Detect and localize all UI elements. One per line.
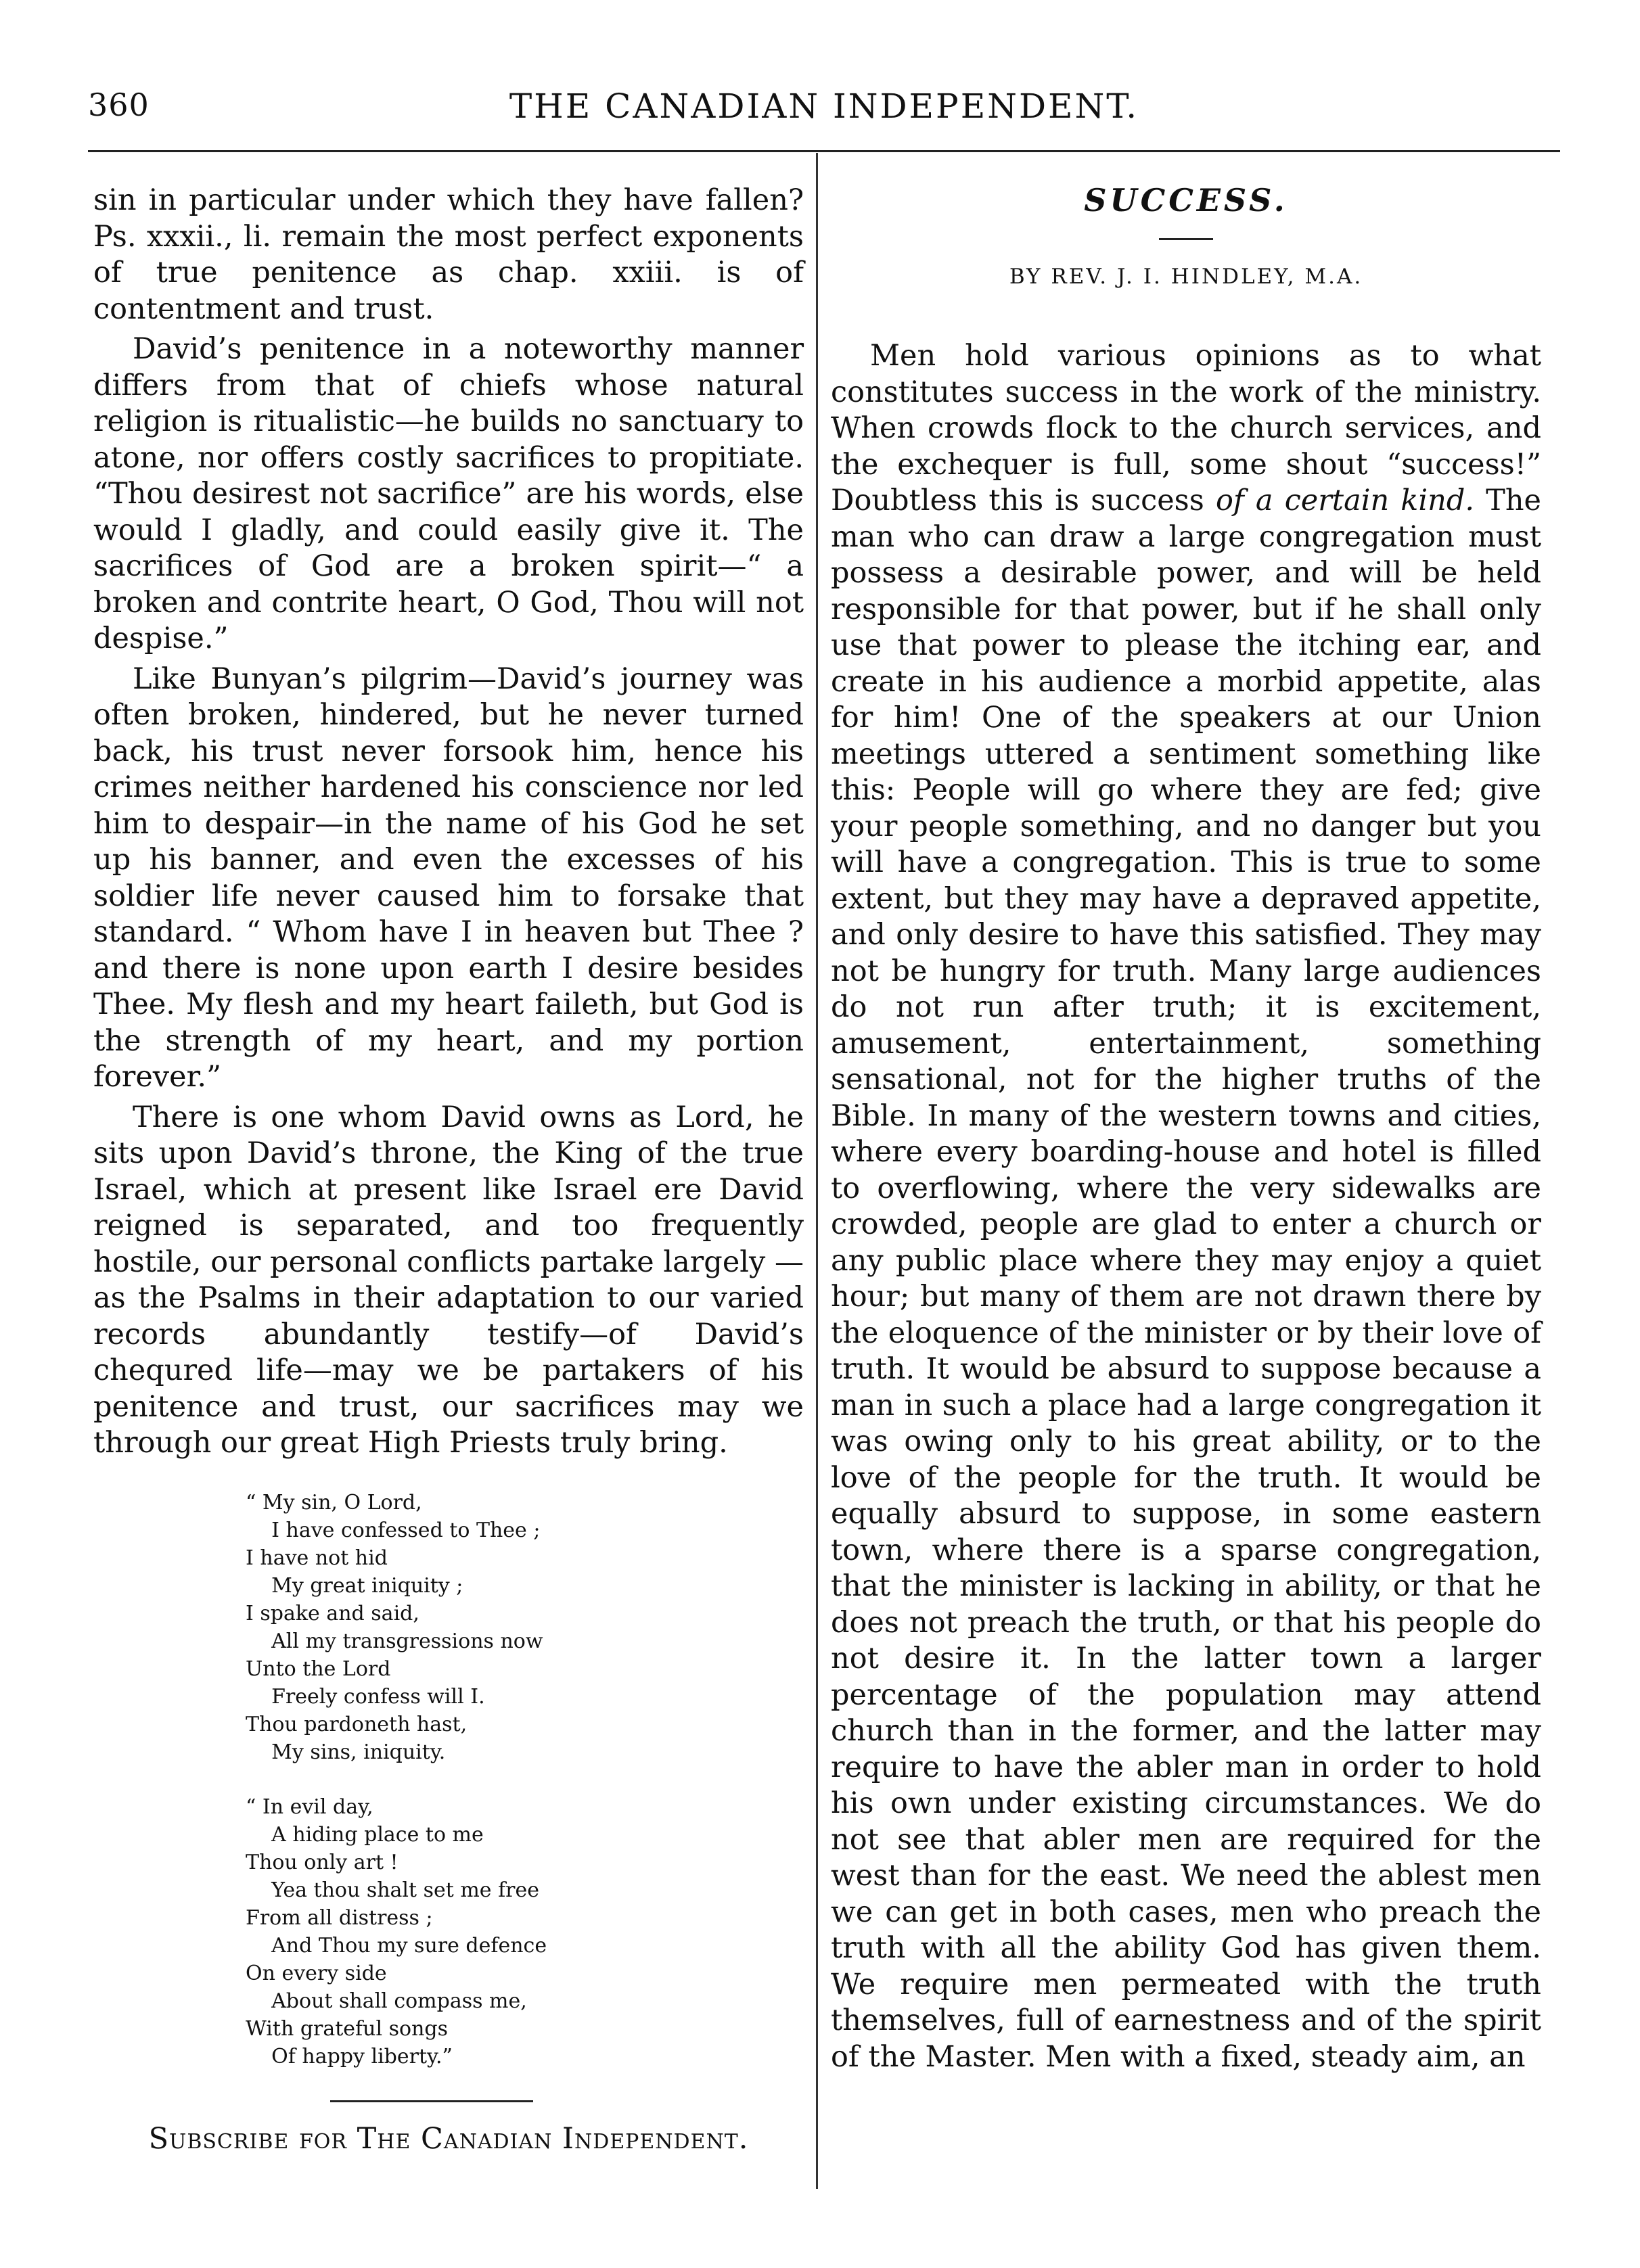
right-column <box>831 183 1541 2075</box>
subscribe-notice: Subscribe for The Canadian Independent. <box>148 2121 749 2156</box>
poem-line: From all distress ; <box>246 1905 433 1930</box>
poem-stanza <box>246 1793 804 2070</box>
poem-stanza <box>246 1489 804 1766</box>
poem <box>246 1489 804 2070</box>
poem-line: And Thou my sure defence <box>246 1933 547 1958</box>
poem-line: I spake and said, <box>246 1601 419 1625</box>
page-number: 360 <box>88 87 150 123</box>
poem-line: I have confessed to Thee ; <box>246 1518 541 1542</box>
poem-line: About shall compass me, <box>246 1989 527 2013</box>
paragraph: Like Bunyan’s pilgrim—David’s journey was often broken, hindered, but he never turned back, his trust never forsook him, hence his crimes neither hardened his conscience nor led him to despair—in the name of his God he set up his banner, and even the excesses of his soldier life never caused him to forsake that standard. “ Whom have I in heaven but Thee ? and there is none upon earth I desire besides Thee. My flesh and my heart faileth, but God is the strength of my heart, and my portion forever.” <box>93 662 804 1094</box>
poem-line: Yea thou shalt set me free <box>246 1878 540 1902</box>
poem-line: Thou only art ! <box>246 1850 398 1874</box>
poem-line: “ In evil day, <box>246 1795 373 1819</box>
poem-line: On every side <box>246 1961 387 1985</box>
paragraph <box>831 338 1541 2075</box>
article-title: SUCCESS. <box>1084 182 1288 218</box>
section-rule <box>330 2100 533 2102</box>
paragraph-text: Men hold various opinions as to what constitutes success in the work of the ministry. When crowds flock to the church services, and the exchequer is full, some shout “success!” Doubtless this is success <box>831 339 1541 517</box>
poem-line: My great iniquity ; <box>246 1573 463 1598</box>
paragraph: There is one whom David owns as Lord, he sits upon David’s throne, the King of the true Israel, which at present like Israel ere David reigned is separated, and too frequently hostile, our personal conflicts partake largely —as the Psalms in their adaptation to our varied records abundantly testify—of David’s chequred life—may we be partakers of his penitence and trust, our sacrifices may we through our great High Priests truly bring. <box>93 1100 804 1460</box>
emphasis-text: of a certain kind. <box>1215 484 1475 517</box>
paragraph-text: The man who can draw a large congregation must possess a desirable power, and will be held responsible for that power, but if he shall only use that power to please the itching ear, and create in his audience a morbid appetite, alas for him! One of the speakers at our Union meetings uttered a sentiment something like this: People will go where they are fed; give your people something, and no danger but you will have a congregation. This is true to some extent, but they may have a depraved appetite, and only desire to have this satisfied. They may not be hungry for truth. Many large audiences do not run after truth; it is excitement, amusement, entertainment, something sensational, not for the higher truths of the Bible. In many of the western towns and cities, where every boarding-house and hotel is filled to overflowing, where the very sidewalks are crowded, people are glad to enter a church or any public place where they may enjoy a quiet hour; but many of them are not drawn there by the eloquence of the minister or by their love of truth. It would be absurd to suppose because a man in such a place had a large congregation it was owing only to his great ability, or to the love of the people for the truth. It would be equally absurd to suppose, in some eastern town, where there is a sparse congregation, that the minister is lacking in ability, or that he does not preach the truth, or that his people do not desire it. In the latter town a larger percentage of the population may attend church than in the former, and the latter may require to have the abler man in order to hold his own under existing circumstances. We do not see that abler men are required for the west than for the east. We need the ablest men we can get in both cases, men who preach the truth with all the ability God has given them. We require men permeated with the truth themselves, full of earnestness and of the spirit of the Master. Men with a fixed, steady aim, an <box>831 484 1541 2074</box>
poem-line: “ My sin, O Lord, <box>246 1490 422 1514</box>
poem-line: A hiding place to me <box>246 1822 484 1847</box>
poem-line: With grateful songs <box>246 2016 448 2041</box>
paragraph: David’s penitence in a noteworthy manner differs from that of chiefs whose natural religion is ritualistic—he builds no sanctuary to atone, nor offers costly sacrifices to propitiate. “Thou desirest not sacrifice” are his words, else would I gladly, and could easily give it. The sacrifices of God are a broken spirit—“ a broken and contrite heart, O God, Thou will not despise.” <box>93 332 804 655</box>
column-divider <box>816 153 818 2189</box>
title-rule <box>1159 238 1213 240</box>
byline: BY REV. J. I. HINDLEY, M.A. <box>1009 264 1363 289</box>
poem-line: My sins, iniquity. <box>246 1740 446 1764</box>
running-title: THE CANADIAN INDEPENDENT. <box>509 87 1139 126</box>
left-column <box>93 183 804 2157</box>
poem-line: Freely confess will I. <box>246 1684 485 1709</box>
poem-line: I have not hid <box>246 1546 388 1570</box>
poem-line: All my transgressions now <box>246 1629 543 1653</box>
poem-line: Of happy liberty.” <box>246 2044 453 2068</box>
header-rule <box>88 150 1560 152</box>
paragraph: sin in particular under which they have fallen? Ps. xxxii., li. remain the most perfect exponents of true penitence as chap. xxiii. is of contentment and trust. <box>93 183 804 326</box>
poem-line: Unto the Lord <box>246 1657 391 1681</box>
page-header <box>88 80 1560 141</box>
poem-line: Thou pardoneth hast, <box>246 1712 468 1736</box>
